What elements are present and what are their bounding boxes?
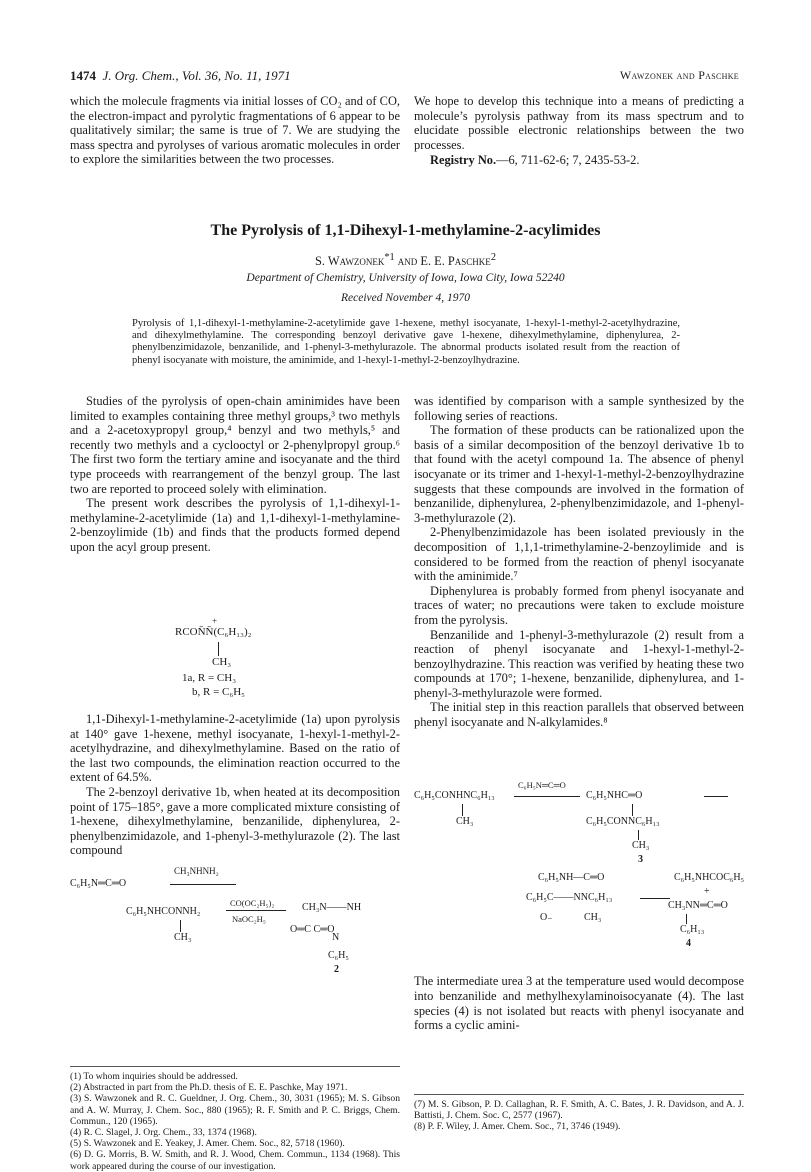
paragraph: Studies of the pyrolysis of open-chain aminimides have been limited to examples containing three methyl groups,³ two methyls and a 2-acetoxypropyl group,⁴ benzyl and two methyls,⁵ and recently two methyls and a cyclooctyl or 2-phenylpropyl group.⁶ The first two form the tertiary amine and isocyanate and the third type proceeds with rearrangement of the benzyl group. The last two are reported to proceed solely with elimination.	[70, 394, 400, 496]
right-column-lower	[414, 962, 744, 1045]
bond-line	[632, 804, 633, 816]
compound-number-3: 3	[638, 854, 643, 865]
registry-line	[430, 153, 639, 168]
structure-1-charge: +	[212, 616, 218, 626]
structure-1-formula: RCON̄N̄(C₆H₁₃)₂	[175, 626, 252, 638]
bond-line	[462, 804, 463, 816]
paragraph: was identified by comparison with a sample synthesized by the following series of reactions.	[414, 394, 744, 423]
reagent-sodium-ethoxide: NaOC₂H₅	[232, 914, 266, 924]
paragraph: The intermediate urea 3 at the temperature used would decompose into benzanilide and methylhexylaminoisocyanate (4). The last species (4) is not isolated but reacts with phenyl isocyanate and forms a cyclic amini-	[414, 974, 744, 1033]
paragraph: The initial step in this reaction parallels that observed between phenyl isocyanate and N-alkylamides.⁸	[414, 700, 744, 730]
footnote: (3) S. Wawzonek and R. C. Gueldner, J. Org. Chem., 30, 3031 (1965); M. S. Gibson and A. W. Murray, J. Chem. Soc., 880 (1965); R. F. Smith and P. C. Briggs, Chem. Commun., 120 (1965).	[70, 1093, 400, 1127]
footnote: (8) P. F. Wiley, J. Amer. Chem. Soc., 71, 3746 (1949).	[414, 1121, 621, 1133]
left-column	[70, 394, 400, 555]
urazole-n: N	[332, 932, 340, 943]
urea-middle: C₆H₅CONNC₆H₁₃	[586, 816, 660, 827]
left-column-lower	[70, 712, 400, 858]
intermediate-top: C₆H₅NH—C═O	[538, 872, 605, 883]
bond-line	[180, 920, 181, 932]
footnote: (1) To whom inquiries should be addressed.	[70, 1071, 238, 1082]
reaction-scheme-3	[414, 780, 744, 865]
urazole-middle: O═C C═O	[290, 924, 335, 935]
benzanilide: C₆H₅NHCOC₆H₅	[674, 872, 745, 883]
author-2: E. E. Paschke	[420, 254, 491, 269]
compound-number-4: 4	[686, 938, 691, 949]
urea-ch3: CH₃	[632, 840, 650, 851]
author-1-sup: *1	[384, 252, 395, 263]
bond-line	[686, 914, 687, 924]
structure-1	[70, 618, 400, 718]
paragraph: The formation of these products can be rationalized upon the basis of a similar decomposition of the benzoyl derivative 1b to that found with the acetyl compound 1a. The absence of phenyl isocyanate or its trimer and 1-hexyl-1-methyl-2-benzoylhydrazine suggests that these compounds are involved in the formation of benzanilide, diphenylurea, 2-phenylbenzimidazole, and 1-phenyl-3-methylurazole (2).	[414, 423, 744, 525]
reaction-arrow	[514, 796, 580, 797]
reagent-diethyl-carbonate: CO(OC₂H₅)₂	[230, 898, 275, 908]
authors	[70, 252, 741, 269]
footnote: (4) R. C. Slagel, J. Org. Chem., 33, 1374 (1968).	[70, 1127, 257, 1139]
structure-1b-label: b, R = C₆H₅	[192, 686, 245, 698]
structure-1-ch3: CH₃	[212, 656, 232, 668]
aminoisocyanate: CH₃NN═C═O	[668, 900, 728, 911]
abstract: Pyrolysis of 1,1-dihexyl-1-methylamine-2-acetylimide gave 1-hexene, methyl isocyanate, 1-hexyl-1-methyl-2-acetylhydrazine, and dihexylmethylamine. The corresponding benzoyl derivative gave 1-hexene, dihexylmethylamine, diphenylurea, 2-phenylbenzimidazole, benzanilide, and 1-phenyl-3-methylurazole. The abnormal products isolated result from the reaction of phenyl isocyanate with moisture, the aminimide, and 1-hexyl-1-methyl-2-benzoylhydrazine.	[132, 318, 680, 366]
urea-top: C₆H₅NHC═O	[586, 790, 643, 801]
paragraph: Diphenylurea is probably formed from phenyl isocyanate and traces of water; no precautions were taken to exclude moisture from the pyrolysis.	[414, 583, 744, 627]
urazole-phenyl: C₆H₅	[328, 950, 349, 961]
footnote: (5) S. Wawzonek and E. Yeakey, J. Amer. Chem. Soc., 82, 5718 (1960).	[70, 1138, 345, 1150]
footnotes-left	[70, 1066, 400, 1172]
page-header-left	[70, 68, 291, 84]
paragraph: 1,1-Dihexyl-1-methylamine-2-acetylimide (1a) upon pyrolysis at 140° gave 1-hexene, methyl isocyanate, 1-hexyl-1-methyl-2-acetylhydrazine, and dihexylmethylamine. Based on the ratio of the last two compounds, the elimination reaction occurred to the extent of 64.5%.	[70, 712, 400, 785]
plus-sign: +	[704, 886, 710, 897]
journal-citation: J. Org. Chem., Vol. 36, No. 11, 1971	[102, 68, 291, 83]
paragraph: Benzanilide and 1-phenyl-3-methylurazole (2) result from a reaction of phenyl isocyanate and 1-hexyl-1-methyl-2-benzoylhydrazine. This reaction was verified by heating these two compounds at 170°; 1-hexene, benzanilide, diphenylurea, and 1-phenyl-3-methylurazole were formed.	[414, 627, 744, 700]
urazole-top: CH₃N——NH	[302, 902, 362, 913]
received-date: Received November 4, 1970	[340, 292, 470, 304]
benzoylhydrazine: C₆H₅CONHNC₆H₁₃	[414, 790, 495, 801]
compound-number-2: 2	[334, 964, 339, 975]
author-1: S. Wawzonek	[315, 254, 385, 269]
reagent-methylhydrazine: CH₃NHNH₂	[174, 866, 219, 876]
bond-line	[638, 830, 639, 840]
intermediate-semicarbazide: C₆H₅NHCONNH₂	[126, 906, 201, 917]
structure-1a-label: 1a, R = CH₃	[182, 672, 237, 684]
reaction-arrow	[640, 898, 670, 899]
authors-and: and	[394, 254, 421, 269]
phenyl-isocyanate: C₆H₅N═C═O	[70, 878, 127, 889]
registry-label: Registry No.	[430, 153, 497, 167]
paragraph: 2-Phenylbenzimidazole has been isolated previously in the decomposition of 1,1,1-trimethylamine-2-benzoylimide and is considered to be formed from the reaction of phenyl isocyanate with the aminimide.⁷	[414, 525, 744, 584]
reaction-scheme-2	[70, 866, 400, 975]
reagent-phenyl-isocyanate: C₆H₅N═C═O	[518, 780, 566, 790]
page-number: 1474	[70, 68, 96, 83]
top-left-text: which the molecule fragments via initial losses of CO₂ and of CO, the electron-impact and pyrolytic fragmentations of 6 appear to be qualitatively similar; the same is true of 7. We are studying the mass spectra and pyrolyses of various aromatic molecules in order to explore the similarities between the two processes.	[70, 94, 400, 167]
footnote: (7) M. S. Gibson, P. D. Callaghan, R. F. Smith, A. C. Bates, J. R. Davidson, and A. J. Battisti, J. Chem. Soc. C, 2577 (1967).	[414, 1099, 744, 1122]
right-column	[414, 394, 744, 730]
running-head: Wawzonek and Paschke	[619, 68, 739, 82]
intermediate-oxide: O₋	[540, 912, 553, 923]
top-right-text: We hope to develop this technique into a means of predicting a molecule’s pyrolysis pathway from its mass spectrum and to elucidate possible electronic relationships between the two processes.	[414, 94, 744, 152]
article-title: The Pyrolysis of 1,1-Dihexyl-1-methylamine-2-acylimides	[210, 222, 601, 239]
registry-numbers: —6, 711-62-6; 7, 2435-53-2.	[496, 153, 640, 167]
reaction-arrow	[170, 884, 236, 885]
paragraph: The present work describes the pyrolysis of 1,1-dihexyl-1-methylamine-2-acetylimide (1a) and 1,1-dihexyl-1-methylamine-2-benzoylimide (1b) and finds that the products formed depend upon the acyl group present.	[70, 496, 400, 554]
footnotes-right	[414, 1094, 744, 1133]
reaction-arrow	[704, 796, 728, 797]
author-2-sup: 2	[490, 252, 496, 263]
paragraph: The 2-benzoyl derivative 1b, when heated at its decomposition point of 175–185°, gave a more complicated mixture consisting of 1-hexene, dihexylmethylamine, benzanilide, diphenylurea, 2-phenylbenzimidazole, and 1-phenyl-3-methylurazole (2). The last compound	[70, 784, 400, 858]
reaction-scheme-4	[414, 864, 744, 954]
intermediate-ch3: CH₃	[174, 932, 192, 943]
intermediate-ch3: CH₃	[584, 912, 602, 923]
reaction-arrow	[226, 910, 286, 911]
benzoylhydrazine-ch3: CH₃	[456, 816, 474, 827]
bond-line	[218, 642, 219, 656]
footnote: (6) D. G. Morris, B. W. Smith, and R. J. Wood, Chem. Commun., 1134 (1968). This work appeared during the course of our investigation.	[70, 1149, 400, 1172]
aminoisocyanate-hexyl: C₆H₁₃	[680, 924, 705, 935]
intermediate-middle: C₆H₅C——NNC₆H₁₃	[526, 892, 613, 903]
affiliation: Department of Chemistry, University of Iowa, Iowa City, Iowa 52240	[246, 272, 565, 284]
footnote: (2) Abstracted in part from the Ph.D. thesis of E. E. Paschke, May 1971.	[70, 1082, 348, 1094]
